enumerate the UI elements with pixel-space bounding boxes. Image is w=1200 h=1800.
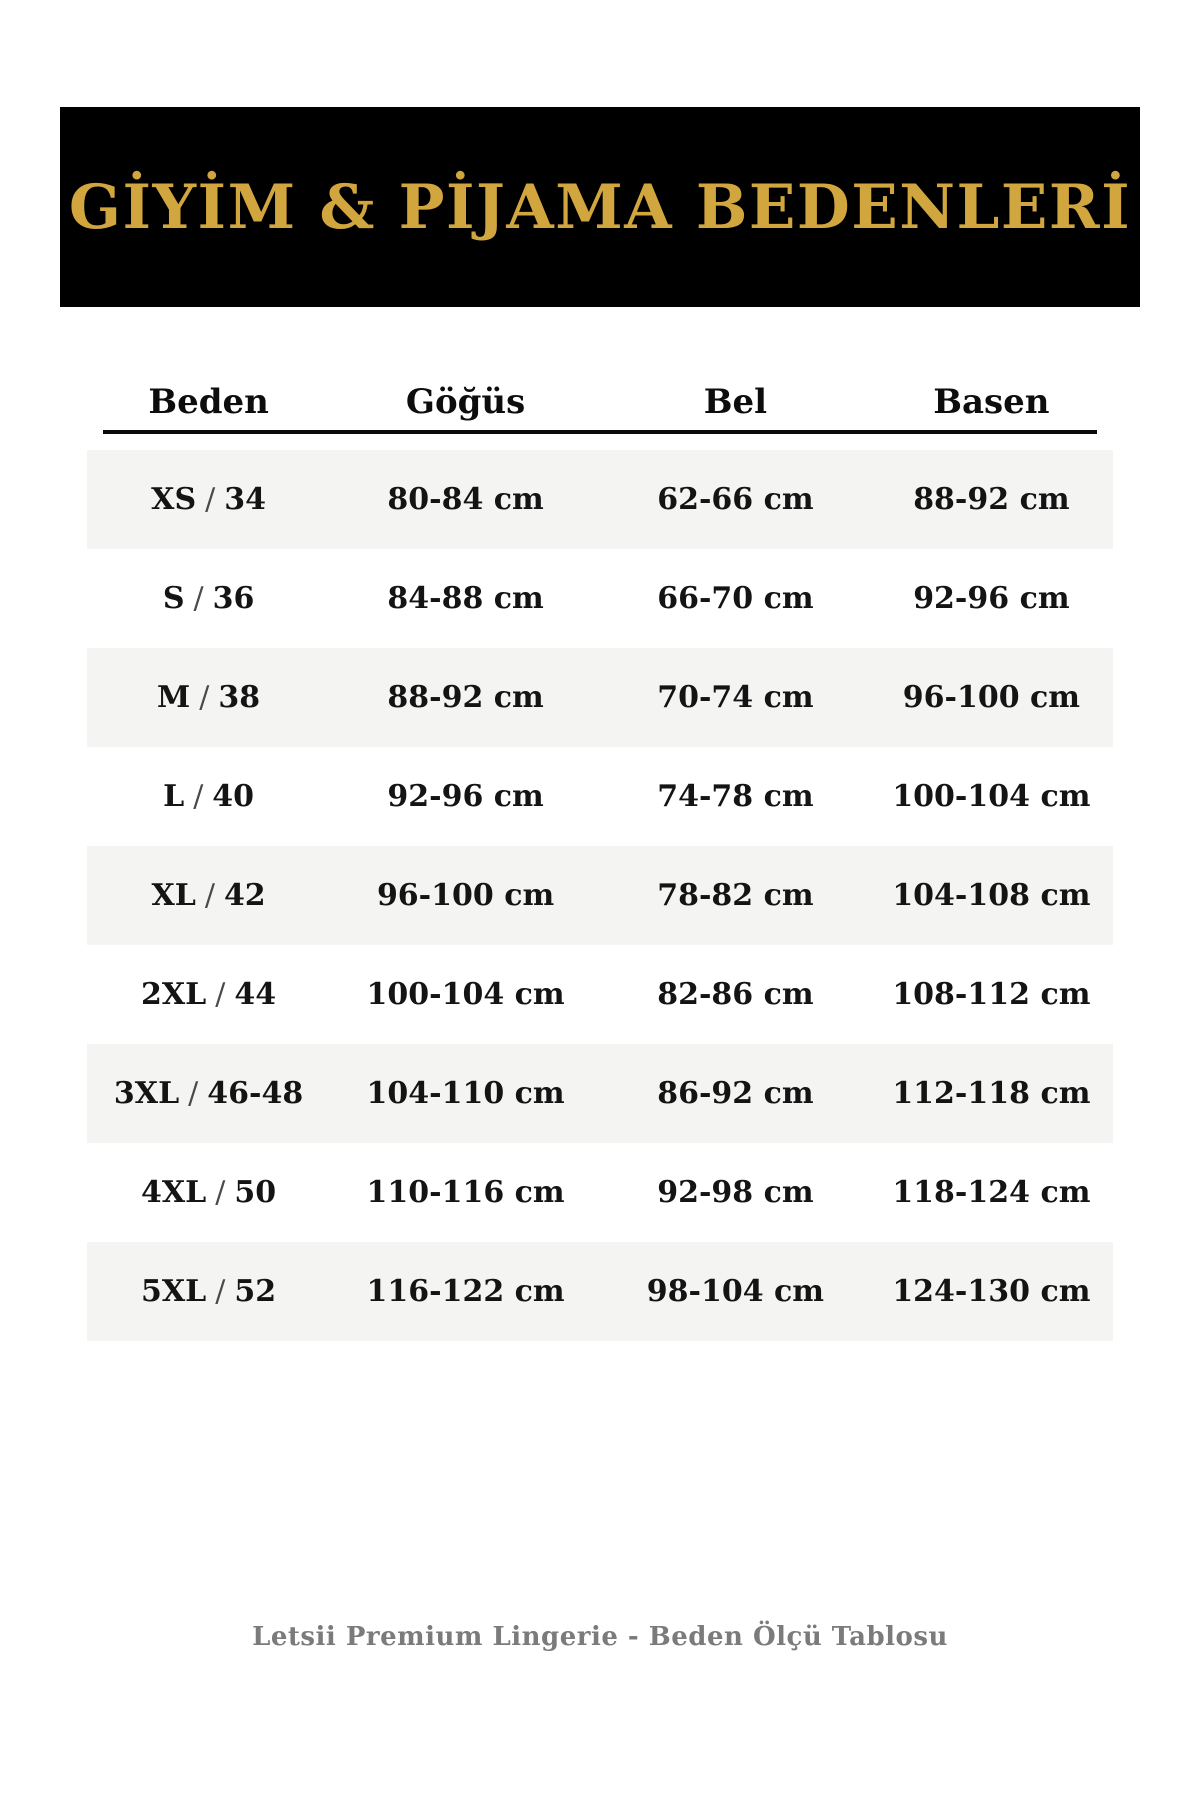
page-title: GİYİM & PİJAMA BEDENLERİ <box>68 171 1132 243</box>
table-row <box>87 1044 1113 1143</box>
size-separator: / <box>204 878 215 913</box>
waist-cell: 86-92 cm <box>657 1076 814 1111</box>
size-label: S <box>162 581 185 616</box>
column-header-chest: Göğüs <box>405 382 526 422</box>
waist-cell: 78-82 cm <box>657 878 814 913</box>
hips-cell: 88-92 cm <box>913 482 1070 517</box>
footer-caption <box>0 1622 1200 1652</box>
size-separator: / <box>215 977 226 1012</box>
hips-cell: 124-130 cm <box>892 1274 1091 1309</box>
table-row <box>87 846 1113 945</box>
waist-cell: 98-104 cm <box>646 1274 825 1309</box>
chest-cell: 88-92 cm <box>387 680 544 715</box>
waist-cell: 74-78 cm <box>657 779 814 814</box>
size-eu: 50 <box>234 1175 277 1210</box>
waist-cell: 92-98 cm <box>657 1175 814 1210</box>
size-separator: / <box>193 581 204 616</box>
column-header-hips: Basen <box>933 382 1050 422</box>
chest-cell: 96-100 cm <box>376 878 555 913</box>
size-label: M <box>157 680 191 715</box>
hips-cell: 112-118 cm <box>892 1076 1091 1111</box>
hips-cell: 96-100 cm <box>902 680 1081 715</box>
hips-cell: 108-112 cm <box>892 977 1091 1012</box>
size-eu: 34 <box>224 482 266 517</box>
size-separator: / <box>205 482 216 517</box>
size-separator: / <box>215 1175 226 1210</box>
size-label: 5XL <box>141 1274 207 1309</box>
table-row <box>87 747 1113 846</box>
column-header-waist: Bel <box>703 382 768 422</box>
table-row <box>87 945 1113 1044</box>
table-row <box>87 450 1113 549</box>
table-row <box>87 1143 1113 1242</box>
chest-cell: 104-110 cm <box>366 1076 565 1111</box>
size-cell <box>87 779 330 814</box>
hips-cell: 100-104 cm <box>892 779 1091 814</box>
chest-cell: 80-84 cm <box>387 482 544 517</box>
size-eu: 46-48 <box>207 1076 304 1111</box>
waist-cell: 62-66 cm <box>657 482 814 517</box>
size-label: L <box>163 779 185 814</box>
size-label: 2XL <box>141 977 207 1012</box>
chest-cell: 116-122 cm <box>366 1274 565 1309</box>
size-separator: / <box>199 680 210 715</box>
title-banner <box>60 107 1140 307</box>
size-label: 4XL <box>141 1175 207 1210</box>
hips-cell: 92-96 cm <box>913 581 1070 616</box>
header-divider-line <box>103 430 1097 434</box>
size-eu: 36 <box>212 581 255 616</box>
table-header-row <box>87 366 1113 430</box>
size-label: XS <box>151 482 197 517</box>
waist-cell: 66-70 cm <box>657 581 814 616</box>
size-cell <box>87 878 330 913</box>
size-eu: 38 <box>218 680 261 715</box>
chest-cell: 84-88 cm <box>387 581 544 616</box>
size-table <box>87 450 1113 1341</box>
waist-cell: 82-86 cm <box>657 977 814 1012</box>
size-eu: 42 <box>223 878 266 913</box>
table-row <box>87 648 1113 747</box>
size-eu: 52 <box>234 1274 277 1309</box>
table-row <box>87 1242 1113 1341</box>
chest-cell: 110-116 cm <box>366 1175 565 1210</box>
size-cell <box>87 680 330 715</box>
size-separator: / <box>188 1076 199 1111</box>
size-cell <box>87 482 330 517</box>
size-cell <box>87 977 330 1012</box>
chest-cell: 100-104 cm <box>366 977 565 1012</box>
size-label: 3XL <box>113 1076 180 1111</box>
size-cell <box>87 581 330 616</box>
size-cell <box>87 1076 330 1111</box>
table-row <box>87 549 1113 648</box>
waist-cell: 70-74 cm <box>657 680 814 715</box>
hips-cell: 118-124 cm <box>892 1175 1091 1210</box>
hips-cell: 104-108 cm <box>892 878 1091 913</box>
size-separator: / <box>193 779 204 814</box>
size-cell <box>87 1274 330 1309</box>
footer-text: Letsii Premium Lingerie - Beden Ölçü Tablosu <box>252 1622 948 1652</box>
size-eu: 44 <box>234 977 277 1012</box>
chest-cell: 92-96 cm <box>387 779 544 814</box>
size-cell <box>87 1175 330 1210</box>
size-label: XL <box>151 878 196 913</box>
size-eu: 40 <box>212 779 255 814</box>
column-header-size: Beden <box>148 382 269 422</box>
size-separator: / <box>215 1274 226 1309</box>
